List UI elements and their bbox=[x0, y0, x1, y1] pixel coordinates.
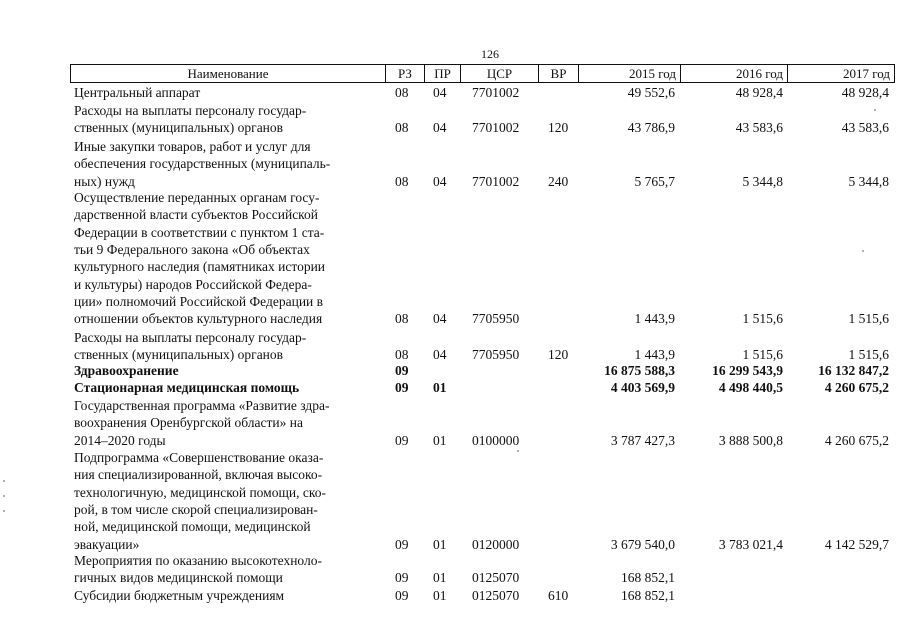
row-name-line: гичных видов медицинской помощи bbox=[74, 570, 283, 586]
header-2016: 2016 год bbox=[736, 66, 783, 81]
cell-rz: 09 bbox=[395, 432, 409, 448]
cell-vr: 240 bbox=[548, 173, 569, 189]
cell-csr: 0100000 bbox=[472, 432, 520, 448]
cell-csr: 0125070 bbox=[472, 588, 520, 603]
row-name-line: Расходы на выплаты персоналу государ- bbox=[74, 103, 307, 118]
cell-rz: 08 bbox=[395, 173, 409, 189]
cell-vr: 120 bbox=[548, 347, 569, 363]
cell-y2017: 5 344,8 bbox=[848, 173, 889, 189]
cell-csr: 0120000 bbox=[472, 536, 520, 552]
scan-speck bbox=[3, 495, 5, 497]
row-name-line: Федерации в соответствии с пунктом 1 ста- bbox=[74, 224, 325, 240]
cell-rz: 09 bbox=[395, 588, 409, 603]
cell-rz: 09 bbox=[395, 380, 409, 395]
cell-pr: 04 bbox=[433, 120, 447, 136]
cell-y2017: 43 583,6 bbox=[841, 120, 889, 136]
header-bottom-rule bbox=[70, 82, 895, 83]
row-name-line: эвакуации» bbox=[74, 536, 140, 552]
cell-vr: 120 bbox=[548, 120, 569, 136]
page-number: 126 bbox=[481, 47, 499, 61]
cell-y2016: 43 583,6 bbox=[735, 120, 783, 136]
cell-y2017: 4 142 529,7 bbox=[824, 536, 889, 552]
cell-y2017: 1 515,6 bbox=[848, 347, 889, 363]
row-name-line: Здравоохранение bbox=[74, 363, 179, 378]
cell-y2016: 5 344,8 bbox=[742, 173, 783, 189]
header-separator bbox=[894, 64, 895, 83]
row-name-line: рой, в том числе скорой специализирован- bbox=[74, 501, 318, 517]
cell-pr: 01 bbox=[433, 432, 447, 448]
scan-speck bbox=[3, 480, 5, 482]
row-name-line: Государственная программа «Развитие здра- bbox=[74, 398, 330, 413]
cell-y2016: 4 498 440,5 bbox=[718, 380, 783, 395]
scan-speck bbox=[3, 510, 5, 512]
cell-pr: 01 bbox=[433, 536, 447, 552]
cell-rz: 08 bbox=[395, 347, 409, 363]
cell-y2017: 4 260 675,2 bbox=[824, 380, 889, 395]
header-csr: ЦСР bbox=[486, 66, 513, 81]
cell-csr: 7705950 bbox=[472, 311, 520, 327]
cell-y2017: 16 132 847,2 bbox=[818, 363, 889, 378]
cell-y2016: 3 888 500,8 bbox=[718, 432, 783, 448]
cell-pr: 04 bbox=[433, 85, 447, 100]
row-name-line: обеспечения государственных (муниципаль- bbox=[74, 156, 331, 172]
cell-pr: 04 bbox=[433, 347, 447, 363]
cell-pr: 01 bbox=[433, 570, 447, 586]
cell-csr: 7701002 bbox=[472, 120, 520, 136]
cell-y2016: 16 299 543,9 bbox=[712, 363, 783, 378]
header-vr: ВР bbox=[550, 66, 567, 81]
header-top-rule bbox=[70, 64, 895, 65]
cell-y2015: 1 443,9 bbox=[634, 347, 675, 363]
row-name-line: ственных (муниципальных) органов bbox=[74, 347, 284, 363]
header-2015: 2015 год bbox=[629, 66, 676, 81]
cell-pr: 01 bbox=[433, 588, 447, 603]
cell-y2015: 4 403 569,9 bbox=[610, 380, 675, 395]
cell-y2015: 43 786,9 bbox=[627, 120, 675, 136]
cell-y2016: 1 515,6 bbox=[742, 347, 783, 363]
row-name-line: технологичную, медицинской помощи, ско- bbox=[74, 484, 326, 500]
row-name-line: Расходы на выплаты персоналу государ- bbox=[74, 330, 307, 345]
cell-rz: 09 bbox=[395, 536, 409, 552]
row-name-line: дарственной власти субъектов Российской bbox=[74, 207, 319, 223]
cell-rz: 09 bbox=[395, 363, 409, 378]
cell-rz: 08 bbox=[395, 311, 409, 327]
cell-pr: 01 bbox=[433, 380, 447, 395]
row-name-line: Субсидии бюджетным учреждениям bbox=[74, 588, 285, 603]
row-name-line: культурного наследия (памятниках истории bbox=[74, 259, 326, 275]
cell-csr: 7701002 bbox=[472, 173, 520, 189]
scan-speck bbox=[517, 450, 519, 452]
cell-y2015: 3 787 427,3 bbox=[610, 432, 675, 448]
cell-y2016: 48 928,4 bbox=[735, 85, 783, 100]
cell-vr: 610 bbox=[548, 588, 569, 603]
row-name-line: и культуры) народов Российской Федера- bbox=[74, 276, 312, 292]
header-pr: ПР bbox=[434, 66, 451, 81]
cell-pr: 04 bbox=[433, 311, 447, 327]
cell-csr: 0125070 bbox=[472, 570, 520, 586]
cell-y2015: 3 679 540,0 bbox=[610, 536, 675, 552]
cell-rz: 08 bbox=[395, 85, 409, 100]
row-name-line: Подпрограмма «Совершенствование оказа- bbox=[74, 450, 324, 465]
row-name-line: тьи 9 Федерального закона «Об объектах bbox=[74, 241, 310, 257]
row-name-line: Стационарная медицинская помощь bbox=[74, 380, 300, 395]
scan-speck bbox=[862, 250, 864, 252]
cell-y2015: 16 875 588,3 bbox=[604, 363, 675, 378]
cell-y2017: 1 515,6 bbox=[848, 311, 889, 327]
row-name-line: ния специализированной, включая высоко- bbox=[74, 467, 323, 483]
cell-rz: 08 bbox=[395, 120, 409, 136]
cell-rz: 09 bbox=[395, 570, 409, 586]
cell-y2015: 168 852,1 bbox=[621, 570, 675, 586]
header-rz: РЗ bbox=[398, 66, 412, 81]
row-name-line: ной, медицинской помощи, медицинской bbox=[74, 519, 311, 535]
row-name-line: ции» полномочий Российской Федерации в bbox=[74, 293, 324, 309]
row-name-line: Центральный аппарат bbox=[74, 85, 201, 100]
cell-y2015: 168 852,1 bbox=[621, 588, 675, 603]
row-name-line: воохранения Оренбургской области» на bbox=[74, 415, 303, 431]
cell-csr: 7701002 bbox=[472, 85, 520, 100]
cell-y2016: 3 783 021,4 bbox=[718, 536, 783, 552]
row-name-line: Иные закупки товаров, работ и услуг для bbox=[74, 139, 311, 154]
header-2017: 2017 год bbox=[843, 66, 890, 81]
row-name-line: 2014–2020 годы bbox=[74, 432, 166, 448]
cell-y2017: 4 260 675,2 bbox=[824, 432, 889, 448]
cell-y2015: 49 552,6 bbox=[627, 85, 675, 100]
cell-csr: 7705950 bbox=[472, 347, 520, 363]
cell-y2016: 1 515,6 bbox=[742, 311, 783, 327]
cell-y2015: 5 765,7 bbox=[634, 173, 675, 189]
row-name-line: ных) нужд bbox=[74, 173, 135, 189]
row-name-line: Осуществление переданных органам госу- bbox=[74, 190, 320, 205]
row-name-line: отношении объектов культурного наследия bbox=[74, 311, 323, 327]
header-name: Наименование bbox=[187, 66, 269, 81]
scan-speck bbox=[874, 109, 876, 111]
row-name-line: Мероприятия по оказанию высокотехноло- bbox=[74, 553, 322, 568]
row-name-line: ственных (муниципальных) органов bbox=[74, 120, 284, 136]
cell-pr: 04 bbox=[433, 173, 447, 189]
cell-y2017: 48 928,4 bbox=[841, 85, 889, 100]
cell-y2015: 1 443,9 bbox=[634, 311, 675, 327]
